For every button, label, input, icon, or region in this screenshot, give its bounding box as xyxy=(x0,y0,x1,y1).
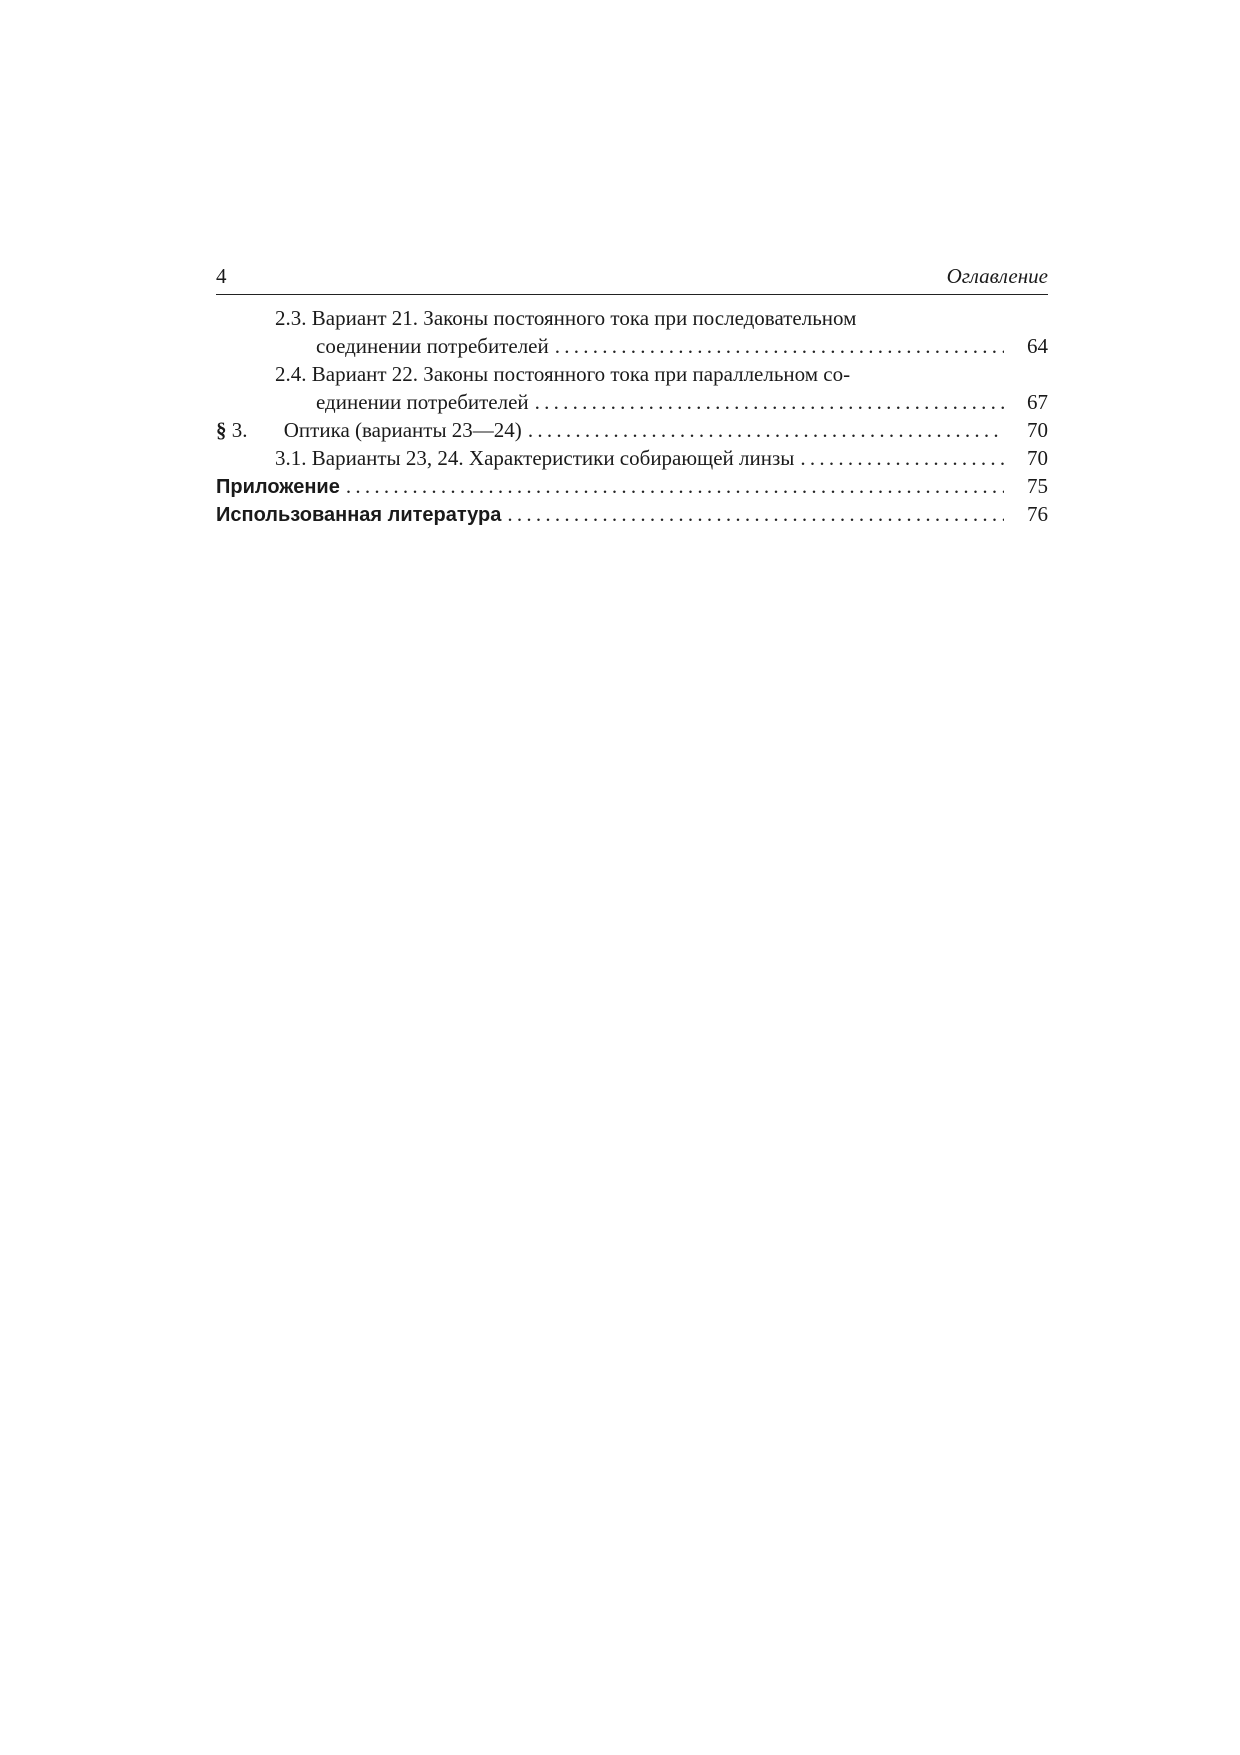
dot-leader xyxy=(528,416,1004,444)
toc-page-number: 75 xyxy=(1027,474,1048,498)
toc-entry-text: 3.1. Варианты 23, 24. Характеристики собирающей линзы xyxy=(275,446,795,470)
toc-entry-references[interactable] xyxy=(216,500,1048,528)
dot-leader xyxy=(535,388,1004,416)
dot-leader xyxy=(555,332,1004,360)
section-title: Оптика (варианты 23—24) xyxy=(283,418,522,442)
toc-entry-appendix[interactable] xyxy=(216,472,1048,500)
running-head xyxy=(216,264,1048,295)
toc-entry-text: 2.4. Вариант 22. Законы постоянного тока при параллельном со- xyxy=(275,362,851,386)
toc-entry-3-1[interactable] xyxy=(216,444,1048,472)
dot-leader xyxy=(507,500,1004,528)
toc-page-number: 64 xyxy=(1027,334,1048,358)
toc-entry-text xyxy=(216,416,522,444)
dot-leader xyxy=(346,472,1004,500)
toc-entry-text: Использованная литература xyxy=(216,504,502,526)
toc-entry-2-4-line2[interactable] xyxy=(216,388,1048,416)
toc-entry-text: единении потребителей xyxy=(316,390,529,414)
toc-page-number: 70 xyxy=(1027,418,1048,442)
table-of-contents xyxy=(216,304,1048,528)
toc-entry-2-4-line1[interactable] xyxy=(216,360,1048,388)
toc-entry-2-3-line2[interactable] xyxy=(216,332,1048,360)
toc-entry-text: Приложение xyxy=(216,476,340,498)
toc-entry-section-3[interactable] xyxy=(216,416,1048,444)
header-title: Оглавление xyxy=(946,264,1048,288)
page-number: 4 xyxy=(216,264,227,288)
dot-leader xyxy=(800,444,1004,472)
section-number: 3. xyxy=(231,418,248,442)
toc-page-number: 67 xyxy=(1027,390,1048,414)
toc-page-number: 70 xyxy=(1027,446,1048,470)
toc-entry-text: соединении потребителей xyxy=(316,334,549,358)
toc-entry-text: 2.3. Вариант 21. Законы постоянного тока при последовательном xyxy=(275,306,857,330)
toc-page-number: 76 xyxy=(1027,502,1048,526)
toc-entry-2-3-line1[interactable] xyxy=(216,304,1048,332)
section-mark: § xyxy=(216,418,227,442)
